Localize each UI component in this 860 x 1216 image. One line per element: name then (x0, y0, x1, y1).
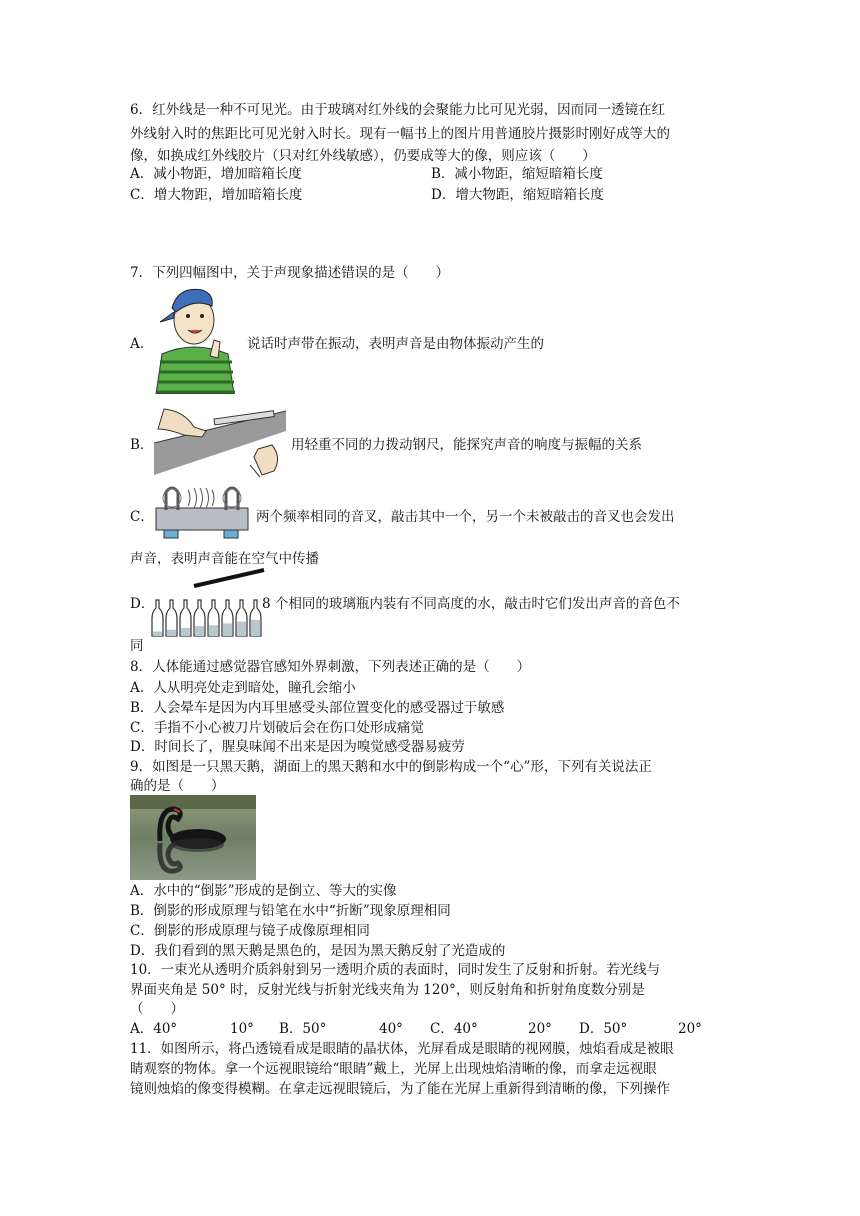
q7-option-a-text: 说话时声带在振动，表明声音是由物体振动产生的 (247, 336, 544, 352)
q7-option-c-text-cont: 声音，表明声音能在空气中传播 (130, 551, 319, 567)
q8-option-d: D．时间长了，腥臭味闻不出来是因为嗅觉感受器易疲劳 (130, 739, 465, 755)
q6-option-d: D．增大物距，缩短暗箱长度 (431, 187, 604, 203)
q10-option-a-value: 10° (230, 1021, 254, 1037)
q11-line-2: 睛观察的物体。拿一个远视眼镜给“眼睛”戴上，光屏上出现烛焰清晰的像，而拿走远视眼 (130, 1061, 657, 1077)
glass-bottle (152, 600, 163, 636)
q6-option-a: A．减小物距，增加暗箱长度 (130, 166, 302, 182)
boy-speaking-figure (148, 282, 240, 394)
q10-option-c-value: 20° (528, 1021, 552, 1037)
q10-option-c: C．40° (430, 1021, 478, 1037)
q7-stem: 7．下列四幅图中，关于声现象描述错误的是（ ） (130, 265, 450, 281)
q7-option-d-text-cont: 同 (130, 638, 144, 654)
q9-line-1: 9．如图是一只黑天鹅，湖面上的黑天鹅和水中的倒影构成一个“心”形，下列有关说法正 (130, 759, 652, 775)
q10-line-2: 界面夹角是 50° 时，反射光线与折射光线夹角为 120°，则反射角和折射角度数分别是 (130, 982, 645, 998)
q6-line-2: 外线射入时的焦距比可见光射入时长。现有一幅书上的图片用普通胶片摄影时刚好成等大的 (130, 126, 670, 142)
tuning-forks-figure (152, 482, 252, 544)
q7-option-a-letter: A． (130, 336, 154, 352)
bottle-water (167, 630, 176, 636)
q10-option-b-value: 40° (379, 1021, 403, 1037)
q9-option-d: D．我们看到的黑天鹅是黑色的，是因为黑天鹅反射了光造成的 (130, 943, 506, 959)
bottle-water (237, 622, 246, 636)
bottle-water (153, 632, 162, 637)
q6-option-b: B．减小物距，缩短暗箱长度 (431, 166, 603, 182)
q9-option-a: A．水中的“倒影”形成的是倒立、等大的实像 (130, 883, 397, 899)
q9-option-b: B．倒影的形成原理与铅笔在水中“折断”现象原理相同 (130, 903, 451, 919)
q9-option-c: C．倒影的形成原理与镜子成像原理相同 (130, 923, 370, 939)
q10-option-d: D．50° (579, 1021, 628, 1037)
q11-line-3: 镜则烛焰的像变得模糊。在拿走远视眼镜后，为了能在光屏上重新得到清晰的像，下列操作 (130, 1081, 670, 1097)
bottle-water (181, 628, 190, 636)
q7-option-d-letter: D． (130, 596, 155, 612)
q10-option-d-value: 20° (678, 1021, 702, 1037)
q8-stem: 8．人体能通过感觉器官感知外界刺激，下列表述正确的是（ ） (130, 659, 531, 675)
q11-line-1: 11．如图所示，将凸透镜看成是眼睛的晶状体，光屏看成是眼睛的视网膜，烛焰看成是被眼 (130, 1041, 674, 1057)
q7-option-d-text: 8 个相同的玻璃瓶内装有不同高度的水，敲击时它们发出声音的音色不 (262, 596, 680, 612)
q8-option-c: C．手指不小心被刀片划破后会在伤口处形成痛觉 (130, 720, 424, 736)
q6-option-c: C．增大物距，增加暗箱长度 (130, 187, 303, 203)
q7-option-c-text: 两个频率相同的音叉，敲击其中一个，另一个未被敲击的音叉也会发出 (256, 509, 675, 525)
q9-line-2: 确的是（ ） (130, 778, 225, 794)
black-swan-photo (130, 795, 256, 880)
q10-option-a: A．40° (130, 1021, 178, 1037)
q8-option-a: A．人从明亮处走到暗处，瞳孔会缩小 (130, 680, 356, 696)
q6-line-1: 6．红外线是一种不可见光。由于玻璃对红外线的会聚能力比可见光弱，因而同一透镜在红 (130, 102, 666, 118)
q10-line-3: （ ） (130, 1001, 184, 1017)
q7-option-c-letter: C． (130, 509, 154, 525)
bottle-water (209, 625, 218, 636)
q10-option-b: B．50° (279, 1021, 327, 1037)
q8-option-b: B．人会晕车是因为内耳里感受头部位置变化的感受器过于敏感 (130, 700, 505, 716)
bottle-water (223, 623, 232, 636)
steel-ruler-figure (154, 405, 286, 479)
q6-line-3: 像，如换成红外线胶片（只对红外线敏感），仍要成等大的像，则应该（ ） (130, 148, 596, 164)
glass-bottles-figure (148, 564, 266, 640)
q7-option-b-text: 用轻重不同的力拨动钢尺，能探究声音的响度与振幅的关系 (291, 437, 642, 453)
bottle-water (195, 626, 204, 636)
q7-option-b-letter: B． (130, 437, 154, 453)
q10-line-1: 10．一束光从透明介质斜射到另一透明介质的表面时，同时发生了反射和折射。若光线与 (130, 962, 661, 978)
bottle-water (251, 620, 260, 636)
